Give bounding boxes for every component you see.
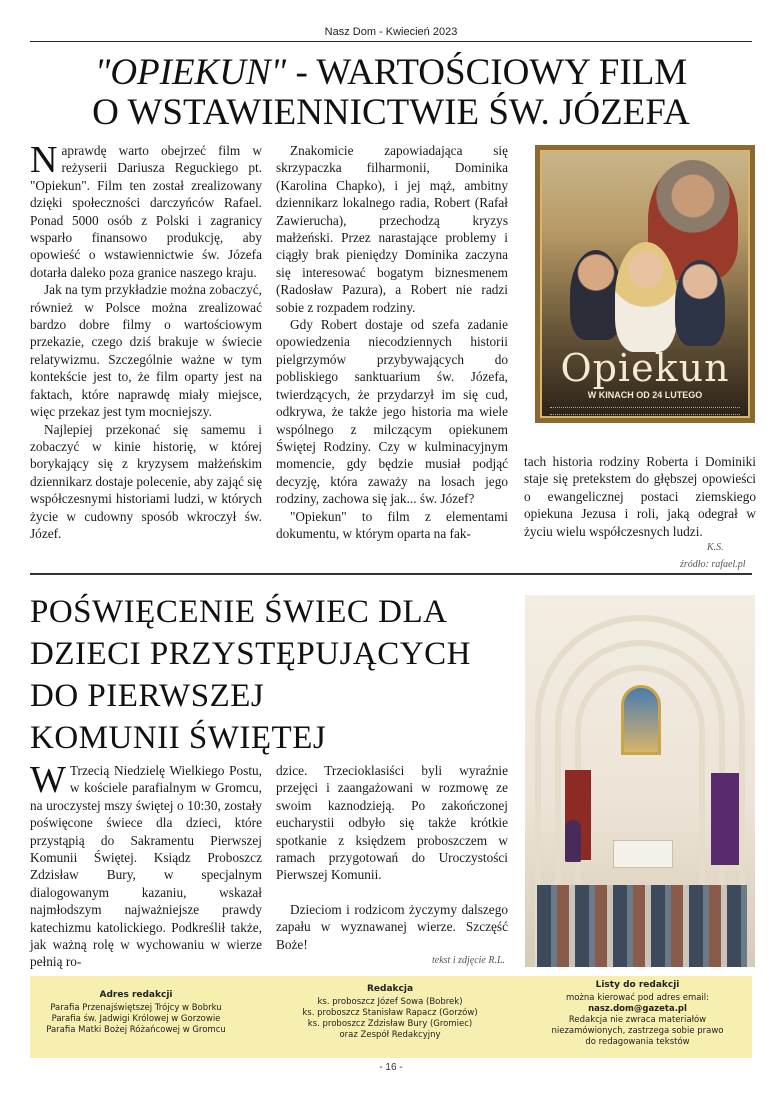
paragraph: dzice. Trzecioklasiści byli wyraźnie przejęci i zaangażowani w rozmowę ze swoim kaznodzieją. Po zakończonej eucharystii odbyło się także krótkie spotkanie z księdzem proboszczem w ramach przygotowań do Uroczystości Pierwszej Komunii. xyxy=(276,763,508,883)
footer-editors xyxy=(280,984,500,1041)
running-head: Nasz Dom - Kwiecień 2023 xyxy=(324,26,458,38)
footer-heading: Listy do redakcji xyxy=(595,980,680,990)
footer-line: można kierować pod adres email: xyxy=(565,993,710,1003)
header-rule xyxy=(30,41,752,42)
section-divider xyxy=(30,573,752,575)
footer-heading: Redakcja xyxy=(366,984,414,994)
poster-title: Opiekun xyxy=(560,346,730,390)
paragraph: Gdy Robert dostaje od szefa zadanie opowiedzenia niecodziennych historii pielgrzymów przybywających do pobliskiego sanktuarium św. Józefa, twierdzących, że przydarzył im się cud, odkrywa, że także jego historia ma wiele wspólnego z milczącym opiekunem Świętej Rodziny. Czy w kulminacyjnym momencie, gdy będzie musiał podjąć decyzję, która zaważy na losach jego rodziny, zachowa się jak... św. Józef? xyxy=(276,317,508,507)
article1-column-2 xyxy=(276,142,508,542)
footer-email-link[interactable]: nasz.dom@gazeta.pl xyxy=(588,1004,687,1014)
title2-line: DO PIERWSZEJ xyxy=(30,678,265,714)
source-note: źródło: rafael.pl xyxy=(680,559,746,570)
church-photo-image xyxy=(525,595,755,967)
altar xyxy=(613,840,673,868)
paragraph: Znakomicie zapowiadająca się skrzypaczka filharmonii, Dominika (Karolina Chapko), i jej mąż, ambitny dziennikarz lokalnego radia, Robert (Rafał Zawierucha), przechodzą kryzys małżeński. Przez narastające problemy i ciągły brak pieniędzy Dominika zaczyna się interesować bogatym biznesmenem (Radosław Pazura), a Robert nie radzi sobie z rozpadem rodziny. xyxy=(276,143,508,315)
paragraph: "Opiekun" to film z elementami dokumentu, w którym oparta na fak- xyxy=(276,508,508,541)
article1-title xyxy=(30,53,752,133)
title2-line: DZIECI PRZYSTĘPUJĄCYCH xyxy=(30,636,471,672)
title2-line: POŚWIĘCENIE ŚWIEC DLA xyxy=(30,594,448,630)
paragraph: W Trzecią Niedzielę Wielkiego Postu, w kościele parafialnym w Gromcu, na uroczystej mszy świętej o 10:30, zostały poświęcone świece dla dzieci, które przystąpią do Sakramentu Pierwszej Komunii Świętej. Ksiądz Proboszcz Zdzisław Bury, w specjalnym dialogowanym kazaniu, wskazał najmłodszym najważniejsze prawdy katechizmu katolickiego. Podkreślił także, jak ważną rolę w wychowaniu w wierze pełnią ro- xyxy=(30,759,262,970)
article2-title xyxy=(30,591,510,759)
priest-figure xyxy=(565,820,581,862)
footer-line: oraz Zespół Redakcyjny xyxy=(339,1030,441,1040)
footer-line: do redagowania tekstów xyxy=(585,1037,690,1047)
author-initials: K.S. xyxy=(707,542,724,553)
footer-line: niezamówionych, zastrzega sobie prawo xyxy=(551,1026,724,1036)
poster-figure-man-right xyxy=(675,260,725,346)
poster-figure-woman xyxy=(615,242,677,352)
paragraph: Najlepiej przekonać się samemu i zobaczyć w kinie historię, w której borykający się z kryzysem małżeńskim dziennikarz dostaje polecenie, aby zająć się współczesnymi historiami ludzi, w których życie w cudowny sposób wkroczył św. Józef. xyxy=(30,421,262,541)
paragraph: Dzieciom i rodzicom życzymy dalszego zapału w wyznawanej wierze. Szczęść Boże! xyxy=(276,901,508,952)
congregation xyxy=(537,885,747,967)
paragraph: tach historia rodziny Roberta i Dominiki staje się pretekstem do głębszej opowieści o ewangelicznej postaci ziemskiego opiekuna Jezusa i roli, jaką odegrał w życiu wielu współczesnych ludzi. xyxy=(524,454,756,539)
dropcap: W xyxy=(30,759,66,801)
footer-heading: Adres redakcji xyxy=(99,990,173,1000)
paragraph: Naprawdę warto obejrzeć film w reżyserii Dariusza Reguckiego pt. "Opiekun". Film ten został zrealizowany dzięki społeczności darczyńców Rafael. Ponad 5000 osób z Polski i zagranicy wsparło finansowo produkcję, aby opowieść o wstawiennictwie św. Józefa dotarła daleko poza granice naszego kraju. xyxy=(30,139,262,280)
footer-line: Parafia Matki Bożej Różańcowej w Gromcu xyxy=(46,1025,226,1035)
title-line1-rest: - WARTOŚCIOWY FILM xyxy=(286,52,688,93)
paragraph: Jak na tym przykładzie można zobaczyć, również w Polsce można zrealizować bardzo dobre filmy o wartościowym przekazie, czego dziś brakuje w świecie relatywizmu. Szczególnie ważne w tym kontekście jest to, że film oparty jest na faktach, które naprawdę miały miejsce, więc przekaz jest tym mocniejszy. xyxy=(30,282,262,420)
article1-column-1 xyxy=(30,139,262,542)
footer-line: Parafia św. Jadwigi Królowej w Gorzowie xyxy=(51,1014,221,1024)
footer-line: ks. proboszcz Józef Sowa (Bobrek) xyxy=(317,997,463,1007)
photo-credit: tekst i zdjęcie R.L. xyxy=(432,955,506,966)
article2-column-2 xyxy=(276,762,508,953)
poster-credits-block xyxy=(550,407,740,415)
title-line2: O WSTAWIENNICTWIE ŚW. JÓZEFA xyxy=(92,92,690,133)
poster-subtitle: W KINACH OD 24 LUTEGO xyxy=(587,390,703,400)
footer-line: Redakcja nie zwraca materiałów xyxy=(568,1015,707,1025)
title-film-name: "OPIEKUN" xyxy=(94,52,287,93)
title2-line: KOMUNII ŚWIĘTEJ xyxy=(30,720,327,756)
footer-line: ks. proboszcz Stanisław Rapacz (Gorzów) xyxy=(302,1008,478,1018)
banner-right xyxy=(711,773,739,865)
footer-line: Parafia Przenajświętszej Trójcy w Bobrku xyxy=(50,1003,222,1013)
dropcap: N xyxy=(30,139,58,181)
footer-line: ks. proboszcz Zdzisław Bury (Gromiec) xyxy=(307,1019,473,1029)
footer-box xyxy=(30,976,752,1058)
article2-column-1 xyxy=(30,759,262,971)
page-number: - 16 - xyxy=(379,1062,403,1073)
article1-column-3 xyxy=(524,453,756,540)
footer-address xyxy=(36,990,236,1036)
footer-letters xyxy=(530,980,745,1048)
altar-painting xyxy=(621,685,661,755)
movie-poster-image xyxy=(535,145,755,423)
